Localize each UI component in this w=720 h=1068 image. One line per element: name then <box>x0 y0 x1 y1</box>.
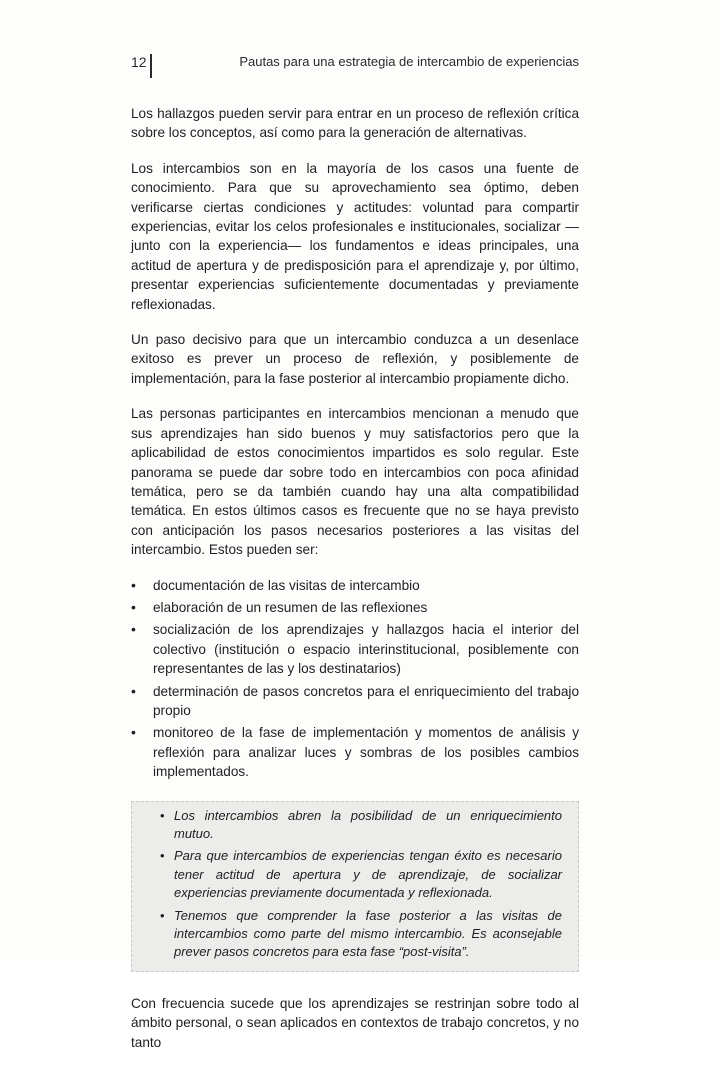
closing-paragraph: Con frecuencia sucede que los aprendizajes se restrinjan sobre todo al ámbito personal, o sean aplicados en contextos de trabajo concretos, y no tanto <box>131 995 579 1050</box>
bullet-icon: • <box>160 848 165 864</box>
bullet-list <box>131 576 579 782</box>
paragraph: Los hallazgos pueden servir para entrar en un proceso de reflexión crítica sobre los conceptos, así como para la generación de alternativas. <box>131 106 579 141</box>
bullet-icon: • <box>131 598 136 615</box>
callout-item-text: Para que intercambios de experiencias tengan éxito es necesario tener actitud de apertura y de aprendizaje, de socializar experiencias previamente documentada y reflexionada. <box>174 848 562 901</box>
bullet-icon: • <box>160 807 165 823</box>
bullet-icon: • <box>160 907 165 923</box>
list-item-text: documentación de las visitas de intercambio <box>153 577 420 593</box>
list-item <box>131 620 579 678</box>
callout-item <box>160 907 562 962</box>
callout-item <box>160 807 562 844</box>
callout-item-text: Los intercambios abren la posibilidad de un enriquecimiento mutuo. <box>174 807 562 841</box>
list-item <box>131 576 579 595</box>
summary-callout-box <box>131 801 579 972</box>
header-divider <box>150 54 152 78</box>
list-item-text: elaboración de un resumen de las reflexiones <box>153 599 428 615</box>
bullet-icon: • <box>131 724 136 741</box>
paragraph: Las personas participantes en intercambios mencionan a menudo que sus aprendizajes han sido buenos y muy satisfactorios pero que la aplicabilidad de estos conocimientos impartidos es solo regular. Este panorama se puede dar sobre todo en intercambios con poca afinidad temática, pero se da también cuando hay una alta compatibilidad temática. En estos últimos casos es frecuente que no se haya previsto con anticipación los pasos necesarios posteriores a las visitas del intercambio. Estos pueden ser: <box>131 406 579 558</box>
callout-item-text: Tenemos que comprender la fase posterior a las visitas de intercambios como parte del mismo intercambio. Es aconsejable prever pasos concretos para esta fase “post-visita”. <box>174 907 562 960</box>
list-item-text: socialización de los aprendizajes y hallazgos hacia el interior del colectivo (institución o espacio interinstitucional, posiblemente con representantes de las y los destinatarios) <box>153 622 579 677</box>
bullet-icon: • <box>131 621 136 638</box>
callout-list <box>160 807 562 962</box>
bullet-icon: • <box>131 682 136 699</box>
body-text <box>131 104 579 1068</box>
page-number: 12 <box>131 54 147 70</box>
page-header <box>131 52 579 80</box>
paragraph: Los intercambios son en la mayoría de los casos una fuente de conocimiento. Para que su aprovechamiento sea óptimo, deben verificarse ciertas condiciones y actitudes: voluntad para compartir experiencias, evitar los celos profesionales e institucionales, socializar —junto con la experiencia— los fundamentos e ideas principales, una actitud de apertura y de predisposición para el aprendizaje y, por último, presentar experiencias suficientemente documentadas y previamente reflexionadas. <box>131 160 579 312</box>
paragraph: Un paso decisivo para que un intercambio conduzca a un desenlace exitoso es prever un proceso de reflexión, y posiblemente de implementación, para la fase posterior al intercambio propiamente dicho. <box>131 332 579 386</box>
list-item <box>131 598 579 617</box>
list-item <box>131 723 579 781</box>
callout-item <box>160 847 562 902</box>
list-item <box>131 682 579 721</box>
running-head: Pautas para una estrategia de intercambio de experiencias <box>239 54 579 69</box>
bullet-icon: • <box>131 576 136 593</box>
list-item-text: monitoreo de la fase de implementación y momentos de análisis y reflexión para analizar luces y sombras de los posibles cambios implementados. <box>153 725 579 780</box>
list-item-text: determinación de pasos concretos para el enriquecimiento del trabajo propio <box>153 683 579 718</box>
